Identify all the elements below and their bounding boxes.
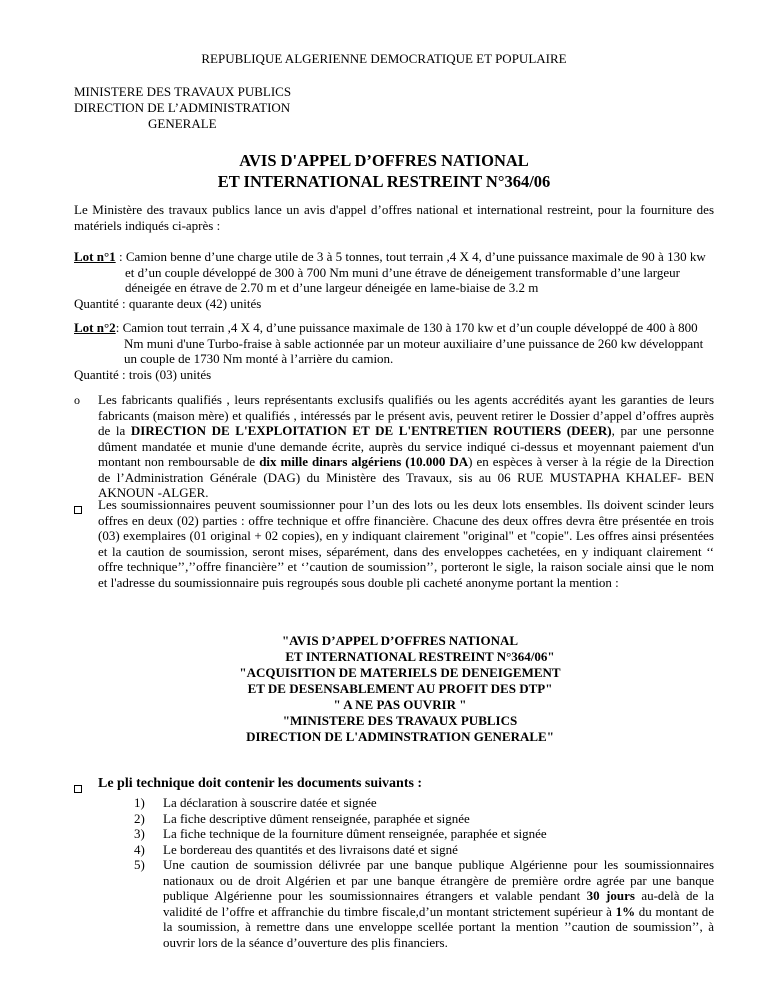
title-line2: ET INTERNATIONAL RESTREINT N°364/06 xyxy=(217,172,551,191)
deer-name: DIRECTION DE L'EXPLOITATION ET DE L'ENTRETIEN ROUTIERS (DEER) xyxy=(130,423,612,438)
lot-1-description: Camion benne d’une charge utile de 3 à 5 tonnes, tout terrain ,4 X 4, d’une puissance maximale de 90 à 130 kw et d’un couple développé de 300 à 700 Nm muni d’une étrave de déneigement transformable d’une largeur déneigée en étrave de 2.70 m et d’une largeur déneigée en lame-biaise de 3.2 m xyxy=(125,249,706,295)
dossier-text-2: , par une personne dûment mandatée et munie d'une demande écrite, auprès du service indiqué ci-dessus et moyennant paiement d'un montant non remboursable de xyxy=(98,423,714,469)
republic-header: REPUBLIQUE ALGERIENNE DEMOCRATIQUE ET POPULAIRE xyxy=(201,51,567,66)
list-item-text: La fiche descriptive dûment renseignée, paraphée et signée xyxy=(163,810,470,826)
list-number: 5) xyxy=(134,857,145,872)
list-number: 1) xyxy=(134,795,145,810)
list-number: 3) xyxy=(134,826,145,841)
envelope-mention xyxy=(150,633,650,745)
list-item-text: Le bordereau des quantités et des livraisons daté et signé xyxy=(163,841,458,857)
caution-text-2: au-delà de la validité de l’offre et affranchie du timbre fiscale,d’un montant strictement supérieur à xyxy=(163,888,715,919)
caution-text-3: du montant de la soumission, à remettre dans une enveloppe scellée portant la mention ’’caution de soumission’’, à ouvrir lors de la séance d’ouverture des plis financiers. xyxy=(163,903,714,950)
ministry-name: MINISTERE DES TRAVAUX PUBLICS xyxy=(74,84,292,99)
dossier-text-1: Les fabricants qualifiés , leurs représentants exclusifs qualifiés ou les agents accrédités ayant les garanties de leurs fabricants (maison mère) et qualifiés , intéressés par le présent avis, peuvent retirer le Dossier d’appel d’offres auprès de la xyxy=(98,392,714,438)
submission-paragraph: Les soumissionnaires peuvent soumissionner pour l’un des lots ou les deux lots ensembles. Ils doivent scinder leurs offres en deux (02) parties : offre technique et offre financière. Chacune des deux offres devra être présentée en trois (03) exemplaires (01 original + 02 copies), en y indiquant clairement "original" et "copie". Les offres ainsi présentées et la caution de soumission, seront mises, séparément, dans des enveloppes cachetées, en y indiquant clairement ‘‘ offre technique’’,’’offre financière’’ et ‘’caution de soumission’’, porteront le sigle, la raison sociale ainsi que le nom et l'adresse du soumissionnaire puis regroupés sous double pli cacheté anonyme portant la mention : xyxy=(98,497,714,590)
caution-duration: 30 jours xyxy=(586,888,635,903)
lot-2 xyxy=(74,320,704,382)
list-number: 2) xyxy=(134,810,145,826)
lot-1 xyxy=(74,249,714,311)
lot-1-separator: : xyxy=(115,249,126,264)
circle-bullet-icon: o xyxy=(74,393,80,407)
direction-line2: GENERALE xyxy=(148,116,217,131)
list-item xyxy=(134,842,714,858)
list-number: 4) xyxy=(134,841,145,857)
square-bullet-icon-2 xyxy=(74,781,82,797)
mention-line-1: "AVIS D’APPEL D’OFFRES NATIONAL xyxy=(281,633,519,648)
mention-line-2: ET INTERNATIONAL RESTREINT N°364/06" xyxy=(285,649,555,664)
mention-line-4: ET DE DESENSABLEMENT AU PROFIT DES DTP" xyxy=(247,681,553,696)
lot-2-description: Camion tout terrain ,4 X 4, d’une puissance maximale de 130 à 170 kw et d’un couple développé de 400 à 800 Nm muni d'une Turbo-fraise à sable actionnée par un moteur auxiliaire d’une puissance de 260 kw développant un couple de 1730 Nm monté à l’arrière du camion. xyxy=(122,320,704,366)
list-item xyxy=(134,795,714,811)
mention-line-3: "ACQUISITION DE MATERIELS DE DENEIGEMENT xyxy=(239,665,561,680)
mention-line-5: " A NE PAS OUVRIR " xyxy=(333,697,467,712)
dossier-paragraph xyxy=(98,392,714,501)
list-item-text: La déclaration à souscrire datée et signée xyxy=(163,795,377,810)
lot-1-label: Lot n°1 xyxy=(74,249,116,264)
document-title xyxy=(0,150,768,192)
caution-text-1: Une caution de soumission délivrée par une banque publique Algérienne pour les soumissionnaires nationaux ou de droit Algérien et par une banque étrangère de première ordre agrée par une banque publique Algérienne pour les soumissionnaires étrangers et valable pendant xyxy=(163,857,714,903)
caution-percent: 1% xyxy=(615,903,636,919)
list-item-text: La fiche technique de la fourniture dûment renseignée, paraphée et signée xyxy=(163,826,547,841)
dossier-text-3: ) en espèces à verser à la régie de la Direction de l’Administration Générale (DAG) du Ministère des Travaux, sis au 06 RUE MUSTAPHA KHALEF- BEN AKNOUN -ALGER. xyxy=(98,454,714,500)
list-item xyxy=(134,857,714,950)
lot-2-quantity: Quantité : trois (03) unités xyxy=(74,366,212,382)
mention-line-7: DIRECTION DE L'ADMINSTRATION GENERALE" xyxy=(246,729,554,744)
square-bullet-icon xyxy=(74,502,82,518)
lot-2-label: Lot n°2 xyxy=(74,320,116,335)
list-item xyxy=(134,811,714,827)
lot-2-separator: : xyxy=(115,320,123,335)
mention-line-6: "MINISTERE DES TRAVAUX PUBLICS xyxy=(282,713,518,728)
fee-amount: dix mille dinars algériens (10.000 DA xyxy=(259,454,469,469)
pli-heading: Le pli technique doit contenir les documents suivants : xyxy=(98,776,423,791)
intro-paragraph: Le Ministère des travaux publics lance un avis d'appel d’offres national et international restreint, pour la fourniture des matériels indiqués ci-après : xyxy=(74,202,714,233)
lot-1-quantity: Quantité : quarante deux (42) unités xyxy=(74,295,262,311)
title-line1: AVIS D'APPEL D’OFFRES NATIONAL xyxy=(239,151,529,170)
direction-line1: DIRECTION DE L’ADMINISTRATION xyxy=(74,100,291,115)
pli-document-list xyxy=(134,795,714,950)
list-item xyxy=(134,826,714,842)
